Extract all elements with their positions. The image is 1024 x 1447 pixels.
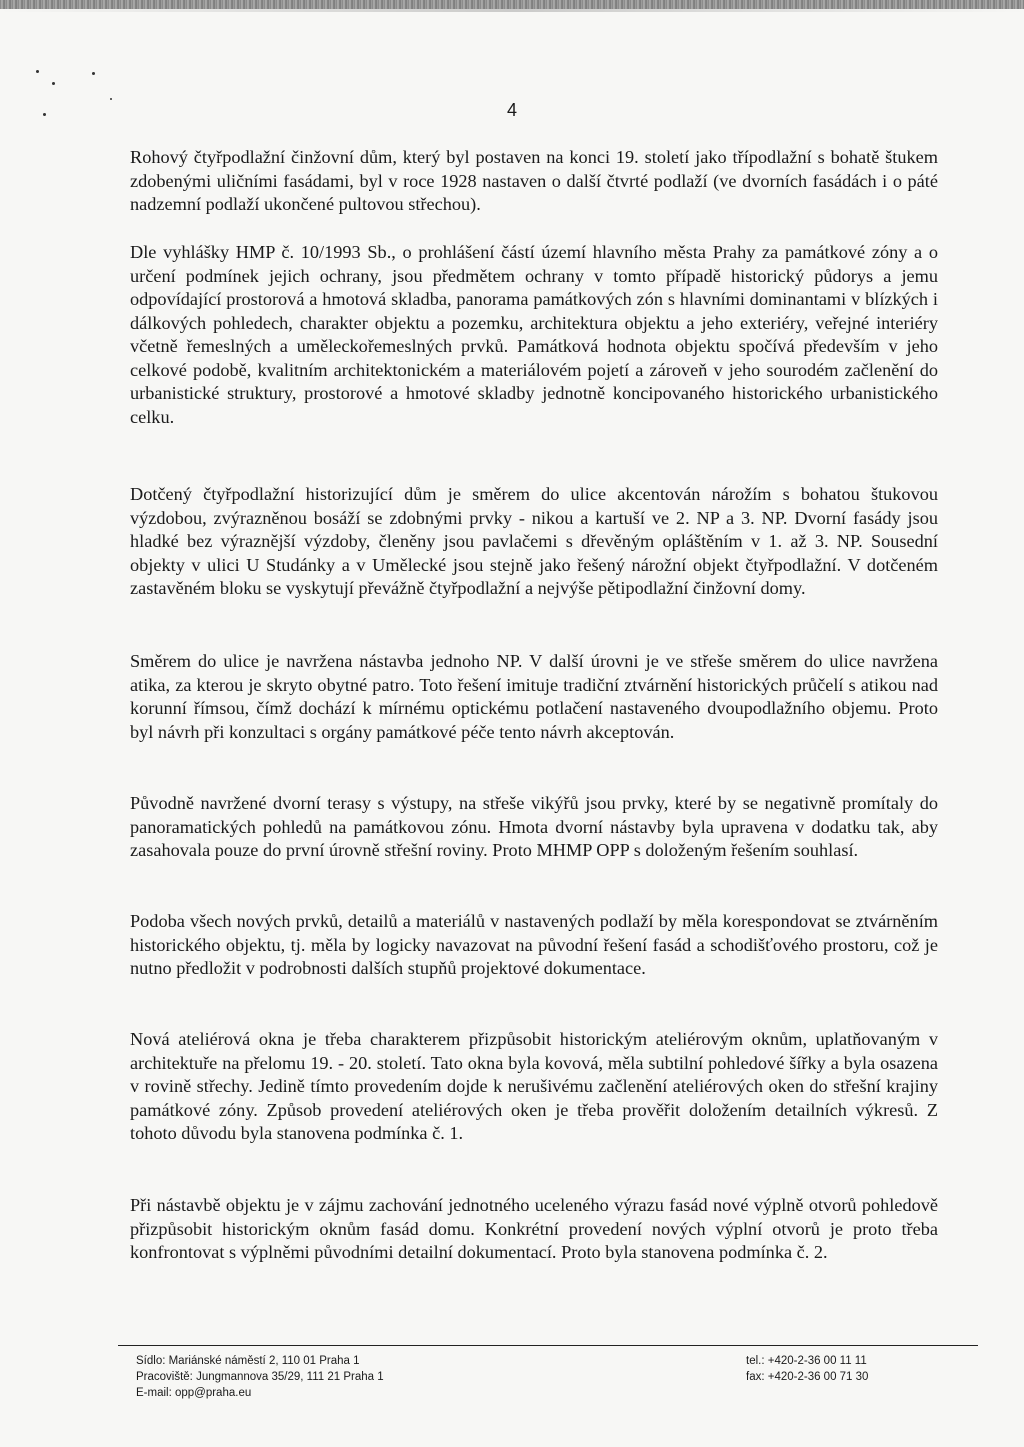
scan-edge-artifact [0,0,1024,9]
footer-headquarters: Sídlo: Mariánské náměstí 2, 110 01 Praha 1 [136,1355,360,1367]
paragraph-courtyard-terraces: Původně navržené dvorní terasy s výstupy, na střeše vikýřů jsou prvky, které by se negativně promítaly do panoramatických pohledů na památkovou zónu. Hmota dvorní nástavby byla upravena v dodatku tak, aby zasahovala pouze do první úrovně střešní roviny. Proto MHMP OPP s doloženým řešením souhlasí. [130,793,938,860]
footer-contact-block [746,1353,868,1385]
footer-address-block [136,1353,384,1401]
paragraph-new-elements: Podoba všech nových prvků, detailů a materiálů v nastavených podlaží by měla korespondovat se ztvárněním historického objektu, tj. měla by logicky navazovat na původní řešení fasád a schodišťového prostoru, což je nutno předložit v podrobnosti dalších stupňů projektové dokumentace. [130,911,938,978]
footer-email: E-mail: opp@praha.eu [136,1387,252,1399]
paragraph-window-fillings: Při nástavbě objektu je v zájmu zachování jednotného uceleného výrazu fasád nové výplně otvorů pohledově přizpůsobit historickým oknům fasád domu. Konkrétní provedení nových výplní otvorů je proto třeba konfrontovat s výplněmi původními detailní dokumentací. Proto byla stanovena podmínka č. 2. [130,1195,938,1262]
scan-speck [52,82,55,85]
footer-phone: tel.: +420-2-36 00 11 11 [746,1355,867,1367]
scan-speck [92,72,95,75]
paragraph-building-description: Dotčený čtyřpodlažní historizující dům je směrem do ulice akcentován nárožím s bohatou štukovou výzdobou, zvýrazněnou bosáží se zdobnými prvky - nikou a kartuší ve 2. NP a 3. NP. Dvorní fasády jsou hladké bez výraznější výzdoby, členěny jsou pavlačemi s dřevěným opláštěním v 1. až 3. NP. Sousední objekty v ulici U Studánky a v Umělecké jsou stejně jako řešený nárožní objekt čtyřpodlažní. V dotčeném zastavěném bloku se vyskytují převážně čtyřpodlažní a nejvýše pětipodlažní činžovní domy. [130,484,938,598]
paragraph-building-history: Rohový čtyřpodlažní činžovní dům, který byl postaven na konci 19. století jako třípodlažní s bohatě štukem zdobenými uličními fasádami, byl v roce 1928 nastaven o další čtvrté podlaží (ve dvorních fasádách i o páté nadzemní podlaží ukončené pultovou střechou). [130,147,938,214]
footer-divider [118,1345,978,1346]
paragraph-street-extension: Směrem do ulice je navržena nástavba jednoho NP. V další úrovni je ve střeše směrem do ulice navržena atika, za kterou je skryto obytné patro. Toto řešení imituje tradiční ztvárnění historických průčelí s atikou nad korunní římsou, čímž dochází k mírnému optickému potlačení nastaveného dvoupodlažního objemu. Proto byl návrh při konzultaci s orgány památkové péče tento návrh akceptován. [130,651,938,742]
paragraph-protection-decree: Dle vyhlášky HMP č. 10/1993 Sb., o prohlášení částí území hlavního města Prahy za památkové zóny a o určení podmínek jejich ochrany, jsou předmětem ochrany v tomto případě historický půdorys a jemu odpovídající prostorová a hmotová skladba, panorama památkových zón s hlavními dominantami v blízkých i dálkových pohledech, charakter objektu a pozemku, architektura objektu a jeho exteriéry, veřejné interiéry včetně řemeslných a uměleckořemeslných prvků. Památková hodnota objektu spočívá především v jeho celkové podobě, kvalitním architektonickém a materiálovém pojetí a zároveň v jeho sourodém začlenění do urbanistické struktury, prostorové a hmotové skladby jednotně koncipovaného historického urbanistického celku. [130,242,938,427]
paragraph-studio-windows: Nová ateliérová okna je třeba charakterem přizpůsobit historickým ateliérovým oknům, uplatňovaným v architektuře na přelomu 19. - 20. století. Tato okna byla kovová, měla subtilní pohledové šířky a byla osazena v rovině střechy. Jedině tímto provedením dojde k nerušivému začlenění ateliérových oken do střešní krajiny památkové zóny. Způsob provedení ateliérových oken je třeba prověřit doložením detailních výkresů. Z tohoto důvodu byla stanovena podmínka č. 1. [130,1029,938,1143]
scan-speck [36,70,39,73]
footer-fax: fax: +420-2-36 00 71 30 [746,1371,869,1383]
footer-workplace: Pracoviště: Jungmannova 35/29, 111 21 Praha 1 [136,1371,384,1383]
page-number: 4 [506,100,517,120]
scan-edge-shadow [0,9,1024,12]
